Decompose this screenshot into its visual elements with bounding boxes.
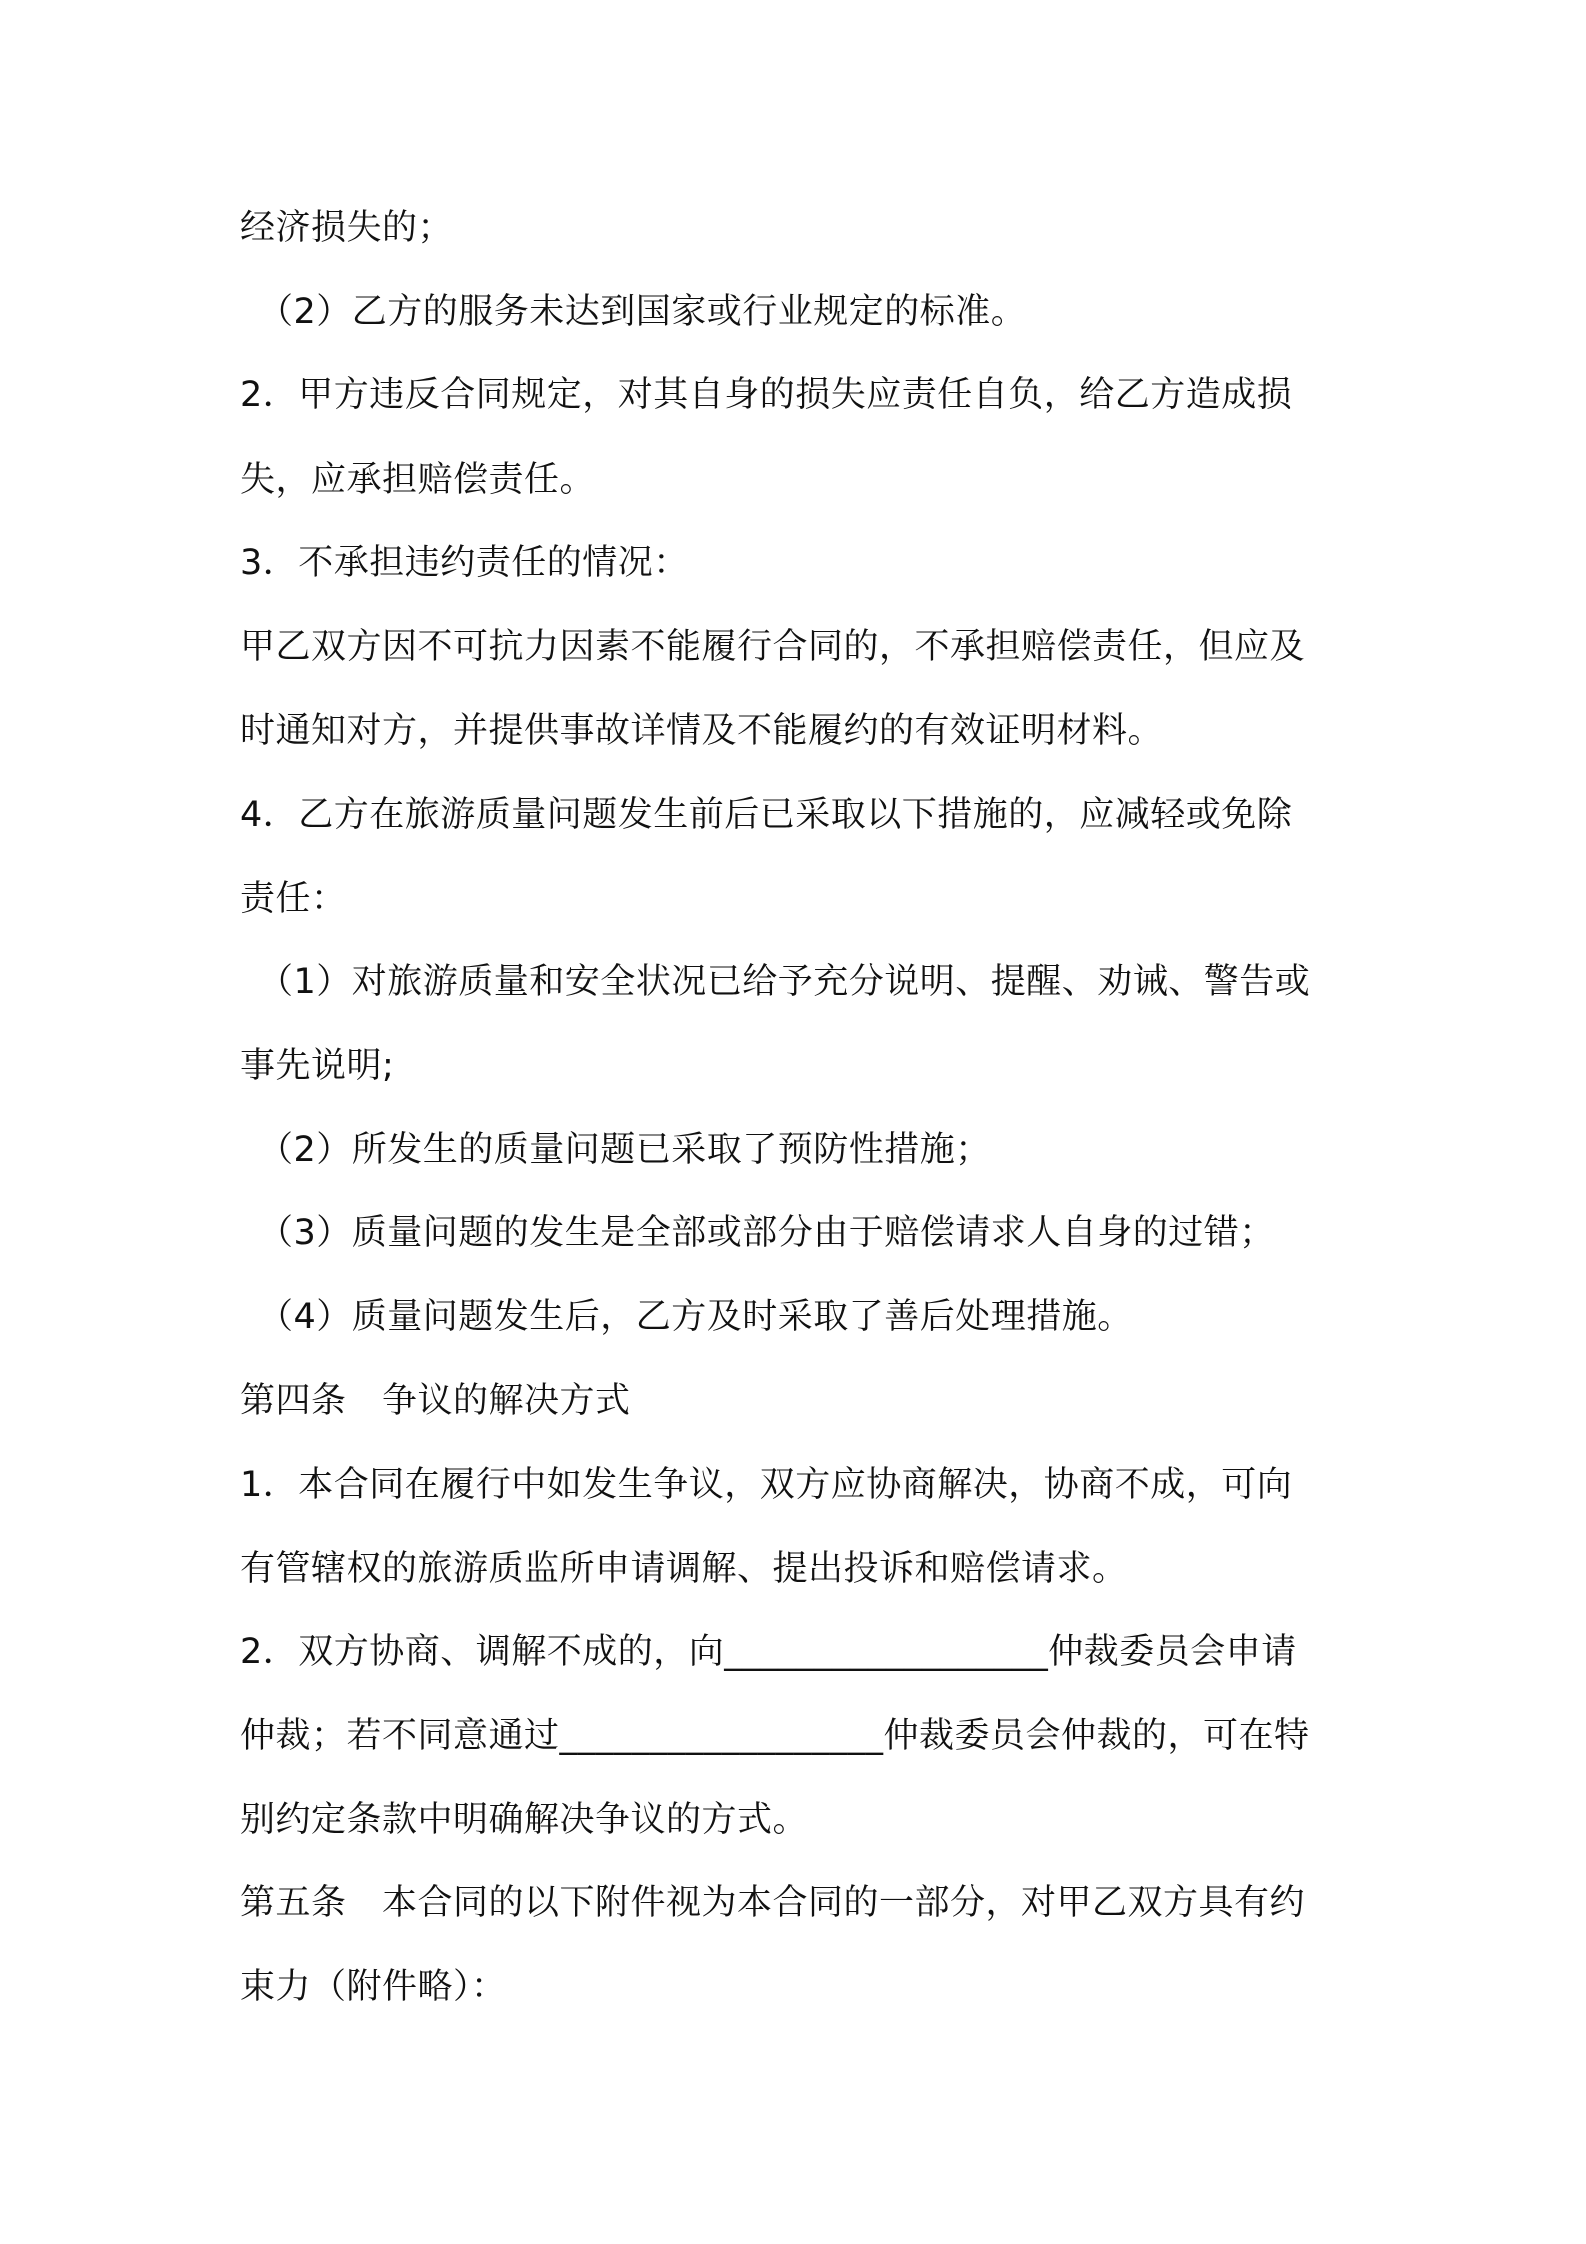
text-line: （1）对旅游质量和安全状况已给予充分说明、提醒、劝诫、警告或 bbox=[258, 962, 1311, 1002]
text-line: 1．本合同在履行中如发生争议，双方应协商解决，协商不成，可向 bbox=[240, 1465, 1293, 1505]
text-line: 有管辖权的旅游质监所申请调解、提出投诉和赔偿请求。 bbox=[240, 1549, 1128, 1589]
text-line: 失，应承担赔偿责任。 bbox=[240, 460, 596, 500]
text-line: 2．双方协商、调解不成的，向__________________仲裁委员会申请 bbox=[240, 1632, 1297, 1672]
text-line: 3．不承担违约责任的情况： bbox=[240, 543, 689, 583]
text-line: 事先说明; bbox=[240, 1046, 395, 1086]
article-heading: 第五条 本合同的以下附件视为本合同的一部分，对甲乙双方具有约 bbox=[240, 1883, 1306, 1923]
text-line: 责任： bbox=[240, 879, 347, 919]
text-line: 经济损失的； bbox=[240, 208, 454, 248]
text-line: （2）所发生的质量问题已采取了预防性措施； bbox=[258, 1130, 991, 1170]
text-line: 束力（附件略）： bbox=[240, 1967, 507, 2007]
text-line: 甲乙双方因不可抗力因素不能履行合同的，不承担赔偿责任，但应及 bbox=[240, 627, 1306, 667]
text-line: 4．乙方在旅游质量问题发生前后已采取以下措施的，应减轻或免除 bbox=[240, 795, 1293, 835]
text-line: 2．甲方违反合同规定，对其自身的损失应责任自负，给乙方造成损 bbox=[240, 375, 1293, 415]
text-line: （2）乙方的服务未达到国家或行业规定的标准。 bbox=[258, 292, 1027, 332]
text-line: 时通知对方，并提供事故详情及不能履约的有效证明材料。 bbox=[240, 711, 1164, 751]
text-line: （4）质量问题发生后，乙方及时采取了善后处理措施。 bbox=[258, 1297, 1133, 1337]
article-heading: 第四条 争议的解决方式 bbox=[240, 1381, 631, 1421]
text-line: 别约定条款中明确解决争议的方式。 bbox=[240, 1800, 809, 1840]
text-line: （3）质量问题的发生是全部或部分由于赔偿请求人自身的过错； bbox=[258, 1213, 1275, 1253]
text-line: 仲裁；若不同意通过__________________仲裁委员会仲裁的，可在特 bbox=[240, 1716, 1310, 1756]
